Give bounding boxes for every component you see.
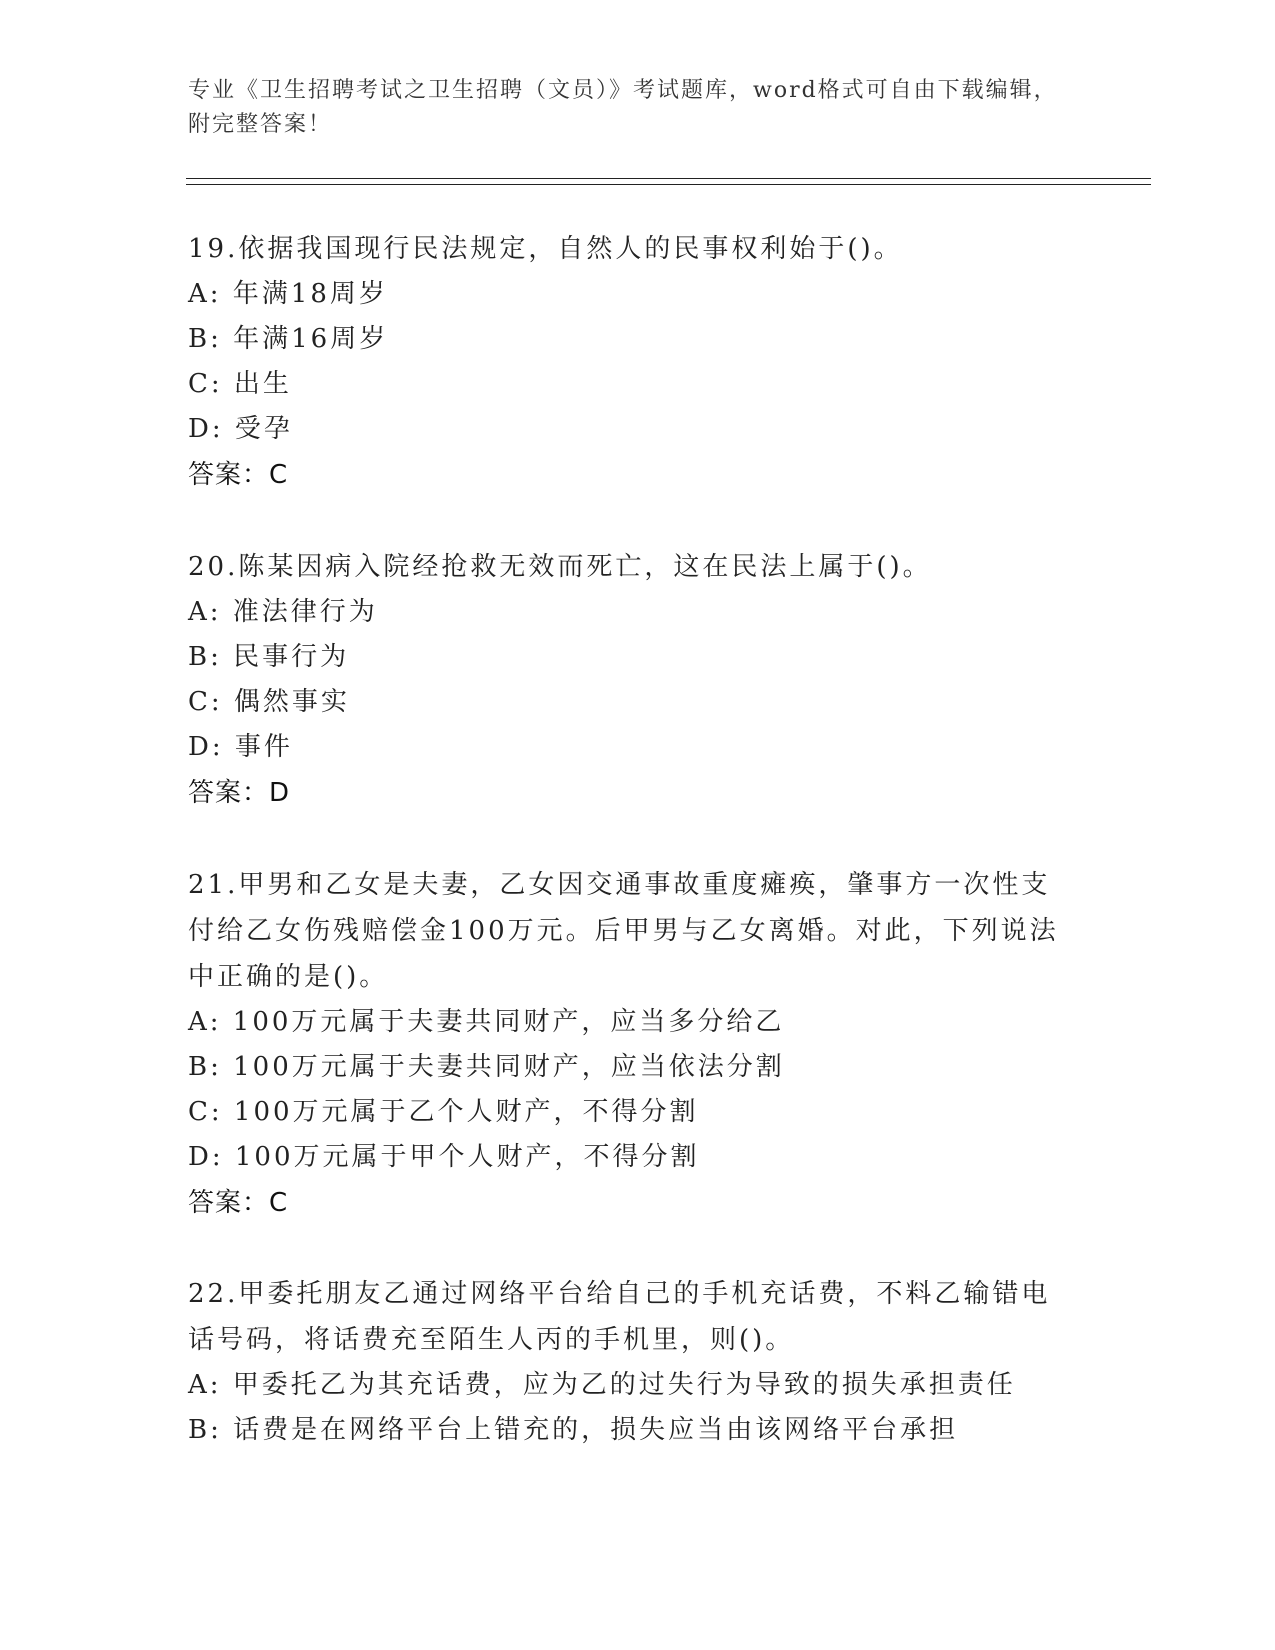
option-b: B: 民事行为 (188, 642, 350, 672)
option-a: A: 年满18周岁 (188, 279, 388, 309)
question-22 (188, 1271, 1088, 1453)
option-a: A: 准法律行为 (188, 597, 378, 627)
header-text: 专业《卫生招聘考试之卫生招聘（文员）》考试题库，word格式可自由下载编辑，附完整答案！ (188, 78, 1058, 137)
option-d: D: 100万元属于甲个人财产，不得分割 (188, 1142, 700, 1172)
option-a: A: 甲委托乙为其充话费，应为乙的过失行为导致的损失承担责任 (188, 1370, 1016, 1400)
option-b: B: 100万元属于夫妻共同财产，应当依法分割 (188, 1052, 785, 1082)
option-d: D: 事件 (188, 732, 293, 762)
answer: 答案：D (188, 778, 291, 808)
answer: 答案：C (188, 1188, 289, 1218)
question-stem: 21.甲男和乙女是夫妻，乙女因交通事故重度瘫痪，肇事方一次性支付给乙女伤残赔偿金100万元。后甲男与乙女离婚。对此，下列说法中正确的是()。 (188, 870, 1059, 992)
question-stem: 22.甲委托朋友乙通过网络平台给自己的手机充话费，不料乙输错电话号码，将话费充至陌生人丙的手机里，则()。 (188, 1279, 1051, 1355)
question-21 (188, 862, 1088, 1226)
option-d: D: 受孕 (188, 414, 293, 444)
question-19 (188, 226, 1088, 498)
answer: 答案：C (188, 460, 289, 490)
option-b: B: 话费是在网络平台上错充的，损失应当由该网络平台承担 (188, 1415, 959, 1445)
option-c: C: 偶然事实 (188, 687, 350, 717)
header-divider (186, 178, 1151, 185)
option-c: C: 100万元属于乙个人财产，不得分割 (188, 1097, 699, 1127)
question-20 (188, 544, 1088, 816)
document-header (188, 74, 1068, 142)
option-b: B: 年满16周岁 (188, 324, 389, 354)
question-stem: 19.依据我国现行民法规定，自然人的民事权利始于()。 (188, 234, 903, 264)
option-a: A: 100万元属于夫妻共同财产，应当多分给乙 (188, 1007, 785, 1037)
question-stem: 20.陈某因病入院经抢救无效而死亡，这在民法上属于()。 (188, 552, 932, 582)
option-c: C: 出生 (188, 369, 292, 399)
